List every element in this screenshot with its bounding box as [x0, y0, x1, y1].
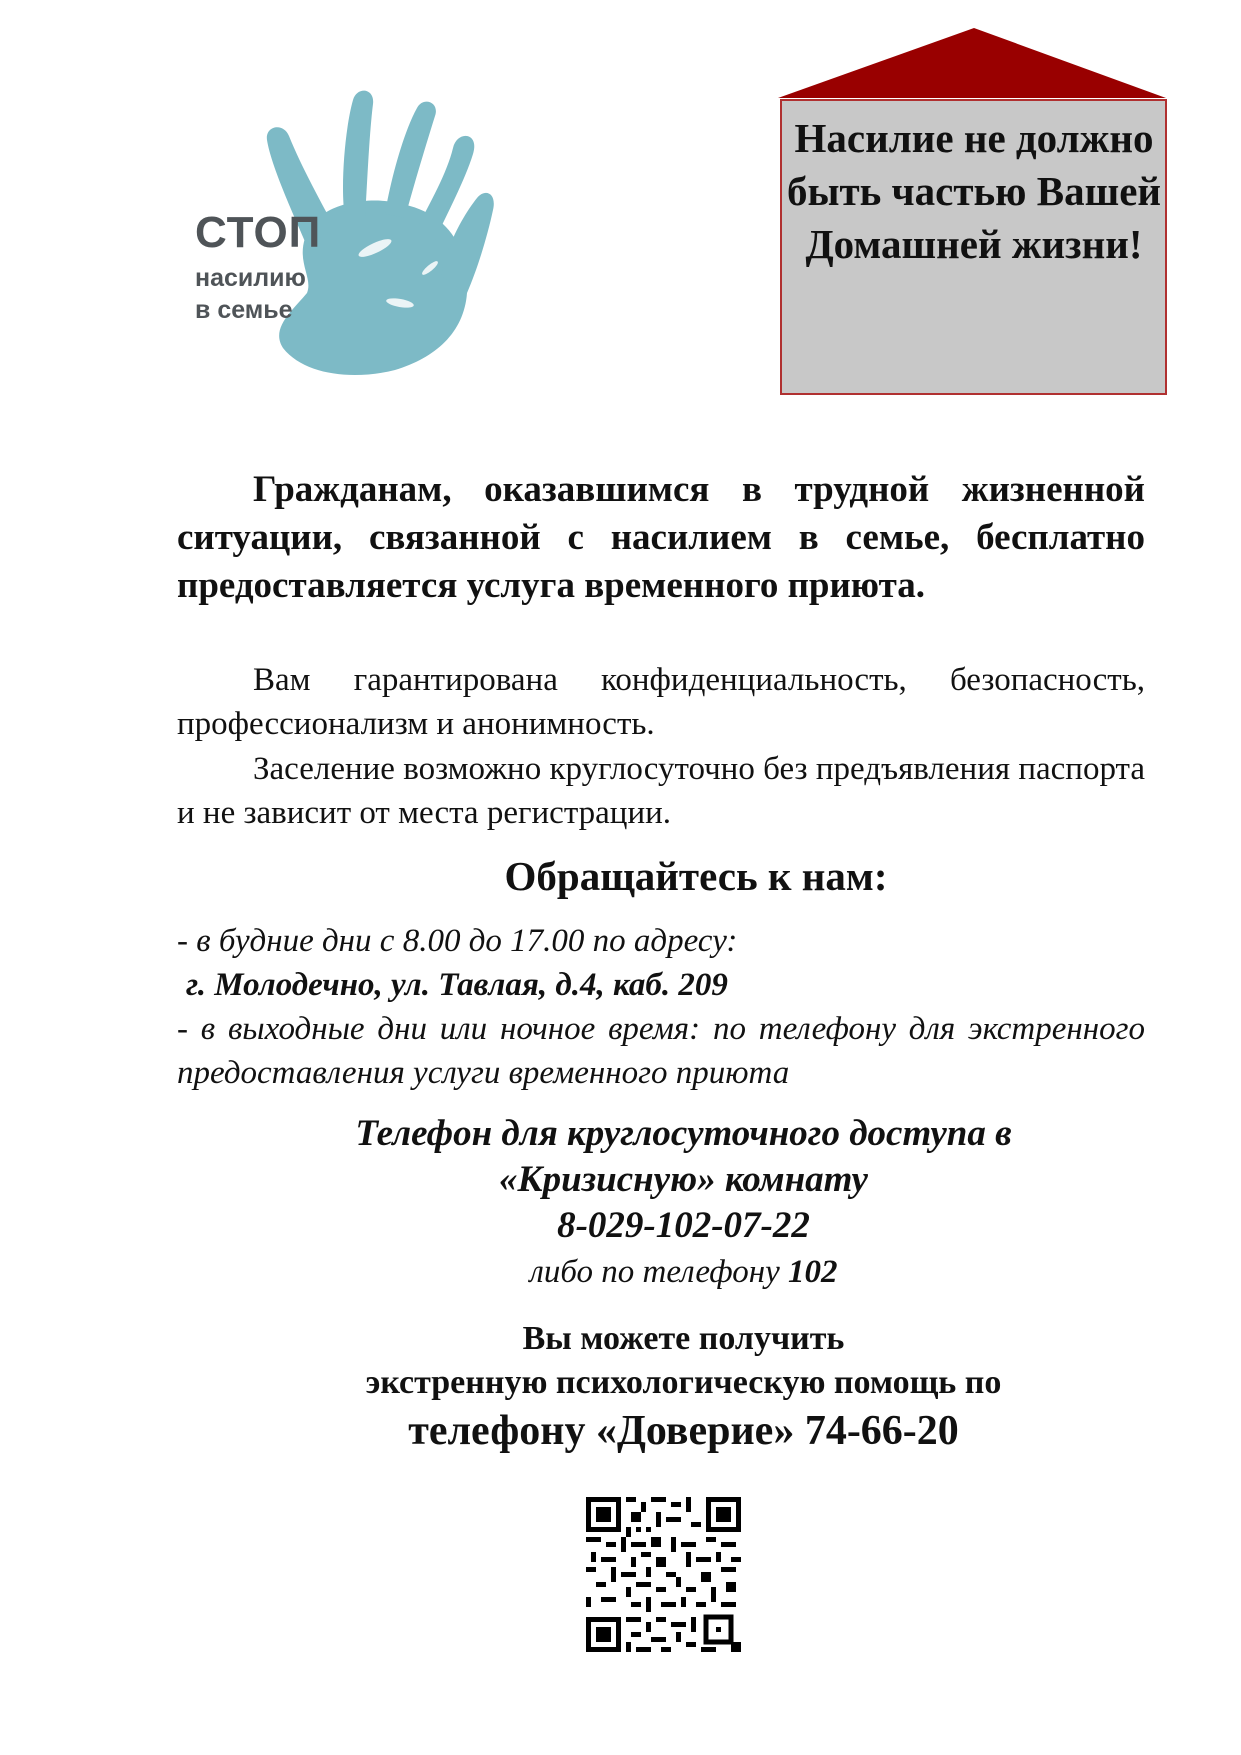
alt-phone-prefix: либо по телефону [529, 1254, 780, 1290]
crisis-phone-number: 8-029-102-07-22 [557, 1205, 810, 1246]
qr-code-icon [586, 1497, 741, 1652]
house-message: Насилие не должно быть частью Вашей Домашней жизни! [786, 115, 1162, 267]
phone-title-line-2: «Кризисную» комнату [499, 1159, 868, 1200]
stop-violence-logo [185, 88, 535, 388]
contact-heading: Обращайтесь к нам: [504, 853, 888, 899]
crisis-phone-block [177, 1111, 1145, 1249]
intro-paragraph: Гражданам, оказавшимся в трудной жизненной ситуации, связанной с насилием в семье, бесплатно предоставляется услуга временного приюта. [177, 469, 1145, 606]
address: г. Молодечно, ул. Тавлая, д.4, каб. 209 [186, 967, 728, 1003]
psychological-help [177, 1317, 1145, 1405]
alt-phone-line [177, 1250, 1145, 1294]
phone-title-line-1: Телефон для круглосуточного доступа в [355, 1113, 1012, 1154]
alt-phone-number: 102 [788, 1254, 838, 1290]
trust-phone-line: телефону «Доверие» 74-66-20 [408, 1408, 959, 1454]
psy-line-2: экстренную психологическую помощь по [365, 1364, 1002, 1401]
house-banner [778, 28, 1170, 398]
logo-line-3: в семье [195, 296, 293, 324]
logo-line-2: насилию [195, 264, 306, 292]
check-in-paragraph: Заселение возможно круглосуточно без предъявления паспорта и не зависит от места регистрации. [177, 751, 1145, 831]
psy-line-1: Вы можете получить [522, 1320, 845, 1357]
weekday-hours: - в будние дни с 8.00 до 17.00 по адресу: [177, 923, 738, 959]
weekend-info: - в выходные дни или ночное время: по телефону для экстренного предоставления услуги временного приюта [177, 1011, 1145, 1091]
guarantee-paragraph: Вам гарантирована конфиденциальность, безопасность, профессионализм и анонимность. [177, 662, 1145, 742]
logo-stop-text: СТОП [195, 208, 322, 257]
